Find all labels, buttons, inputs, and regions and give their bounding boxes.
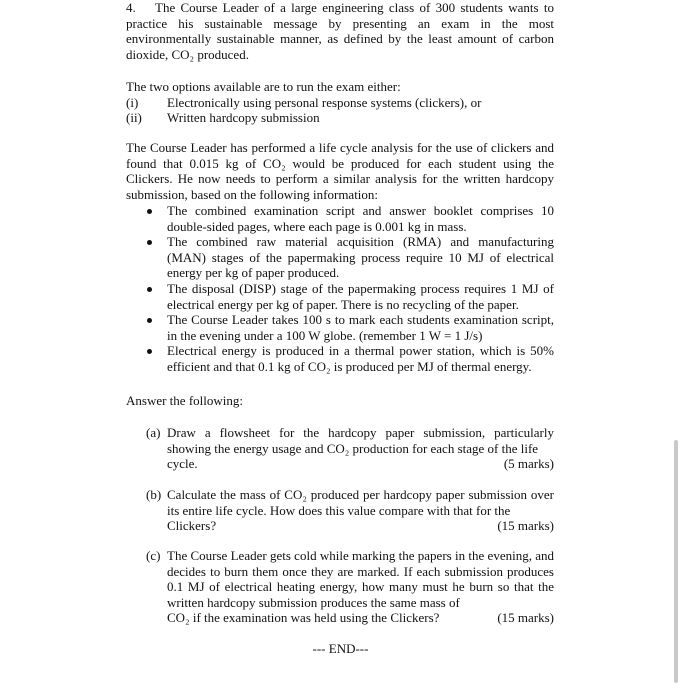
bullet-text: The Course Leader takes 100 s to mark each students examination script, in the evening under a 100 W globe. (remember 1 W = 1 J/s) — [167, 312, 554, 343]
bullet-icon — [147, 349, 152, 354]
options-heading: The two options available are to run the exam either: — [126, 79, 401, 94]
option-text: Written hardcopy submission — [167, 110, 320, 126]
options-block — [126, 79, 554, 126]
bullet-icon — [147, 287, 152, 292]
part-text: Draw a flowsheet for the hardcopy paper submission, particularly showing the energy usage and CO₂ production for each stage of the life — [167, 425, 554, 456]
part-label: (b) — [146, 487, 162, 502]
part-text-end: CO₂ if the examination was held using the Clickers? — [167, 610, 440, 626]
bullet-icon — [147, 209, 152, 214]
question-part-a — [146, 425, 554, 472]
bullet-text: The combined raw material acquisition (RMA) and manufacturing (MAN) stages of the papermaking process require 10 MJ of electrical energy per kg of paper produced. — [167, 234, 554, 281]
question-part-b — [146, 487, 554, 534]
question-intro: The Course Leader of a large engineering class of 300 students wants to practice his sustainable message by presenting an exam in the most environmentally sustainable manner, as defined by the least amount of carbon dioxide, CO₂ produced. — [126, 0, 554, 62]
option-text: Electronically using personal response systems (clickers), or — [167, 94, 482, 110]
part-text-end: cycle. — [167, 456, 198, 472]
end-marker: --- END--- — [312, 641, 369, 656]
list-item — [140, 343, 554, 374]
part-label: (c) — [146, 548, 161, 563]
part-text: Calculate the mass of CO₂ produced per hardcopy paper submission over its entire life cycle. How does this value compare with that for the — [167, 487, 554, 518]
answer-heading: Answer the following: — [126, 393, 243, 408]
part-text-end: Clickers? — [167, 518, 217, 534]
question-number: 4. — [126, 0, 136, 15]
option-item — [126, 110, 554, 126]
scrollbar[interactable] — [674, 440, 678, 683]
bullet-text: The disposal (DISP) stage of the papermaking process requires 1 MJ of electrical energy per kg of paper. There is no recycling of the paper. — [167, 280, 554, 312]
marks-label: (15 marks) — [497, 610, 554, 626]
bullet-text: Electrical energy is produced in a thermal power station, which is 50% efficient and that 0.1 kg of CO₂ is produced per MJ of thermal energy. — [167, 343, 554, 374]
part-label: (a) — [146, 425, 161, 440]
bullet-icon — [147, 240, 152, 245]
option-label: (ii) — [126, 110, 142, 126]
option-item — [126, 95, 554, 111]
analysis-paragraph: The Course Leader has performed a life cycle analysis for the use of clickers and found that 0.015 kg of CO₂ would be produced for each student using the Clickers. He now needs to perform a similar analysis for the written hardcopy submission, based on the following information: — [126, 140, 554, 202]
bullet-text: The combined examination script and answer booklet comprises 10 double-sided pages, where each page is 0.001 kg in mass. — [167, 203, 554, 234]
question-part-c — [146, 548, 554, 626]
marks-label: (15 marks) — [497, 518, 554, 534]
question-intro-block — [126, 0, 554, 62]
list-item — [140, 281, 554, 312]
list-item — [140, 203, 554, 234]
list-item — [140, 234, 554, 281]
option-label: (i) — [126, 94, 139, 110]
part-text: The Course Leader gets cold while marking the papers in the evening, and decides to burn them once they are marked. If each submission produces 0.1 MJ of electrical heating energy, how many must he burn so that the written hardcopy submission produces the same mass of — [167, 548, 554, 610]
bullet-icon — [147, 318, 152, 323]
list-item — [140, 312, 554, 343]
info-bullet-list — [140, 203, 554, 375]
marks-label: (5 marks) — [503, 456, 554, 472]
